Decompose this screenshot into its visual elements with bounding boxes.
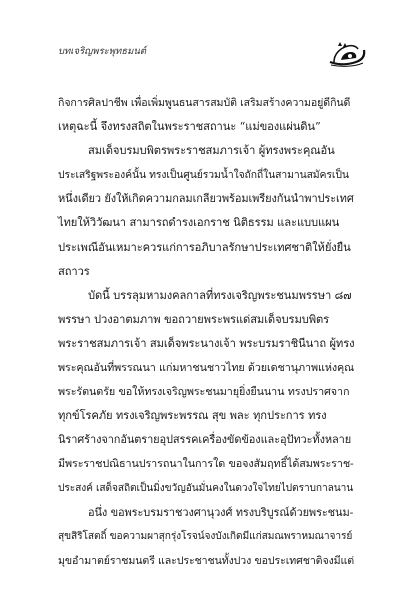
page-body (58, 91, 354, 573)
text-line: บัดนี้ บรรลุมหามงคลกาลที่ทรงเจริญพระชนมพรรษา ๘๗ (88, 288, 352, 302)
text-line: ประเพณีอันเหมาะควรแก่การอภิบาลรักษาประเทศชาติให้ยั่งยืน (58, 240, 351, 254)
text-line: สุขสิริโสตถิ์ ขอความผาสุกรุ่งโรจน์จงบังเกิดมีแก่สมณพราหมณาจารย์ (58, 530, 353, 542)
text-line: มุขอำมาตย์ราชมนตรี และประชาชนทั้งปวง ขอประเทศชาติจงมีแต่ (58, 554, 355, 567)
text-line: ทุกข์โรคภัย ทรงเจริญพระพรรณ สุข พละ ทุกประการ ทรง (58, 409, 327, 423)
text-line: ไทยให้วิวัฒนา สามารถดำรงเอกราช นิติธรรม และแบบแผน (58, 216, 340, 230)
royal-emblem-icon (326, 40, 368, 68)
text-line: พระราชสมภารเจ้า สมเด็จพระนางเจ้า พระบรมราชินีนาถ ผู้ทรง (58, 336, 355, 350)
text-line: อนึ่ง ขอพระบรมราชวงศานุวงศ์ ทรงบริบูรณ์ด้วยพระชนม- (88, 505, 354, 519)
text-line: หนึ่งเดียว ยังให้เกิดความกลมเกลียวพร้อมเพรียงกันนำพาประเทศ (58, 192, 354, 206)
text-line: มีพระราชปณิธานปรารถนาในการใด ขอจงสัมฤทธิ์ได้สมพระราช- (58, 457, 354, 471)
running-header: บทเจริญพระพุทธมนต์ (58, 46, 147, 57)
text-line: กิจการศิลปาชีพ เพื่อเพิ่มพูนธนสารสมบัติ เสริมสร้างความอยู่ดีกินดี (58, 97, 351, 109)
text-line: สถาวร (58, 264, 90, 278)
text-line: พรรษา ปวงอาตมภาพ ขอถวายพระพรแด่สมเด็จบรมบพิตร (58, 312, 330, 326)
text-line: พระคุณอันที่พรรณนา แก่มหาชนชาวไทย ด้วยเดชานุภาพแห่งคุณ (58, 361, 355, 375)
text-line: เหตุฉะนี้ จึงทรงสถิตในพระราชสถานะ “แม่ของแผ่นดิน” (58, 120, 321, 134)
text-line: ประเสริฐพระองค์นั้น ทรงเป็นศูนย์รวมน้ำใจถักถี่ในสามานสมัครเป็น (58, 169, 349, 182)
text-line: สมเด็จบรมบพิตรพระราชสมภารเจ้า ผู้ทรงพระคุณอัน (88, 144, 335, 158)
text-line: นิราศร้างจากอันตรายอุปสรรคเครื่องขัดข้องและอุปัทวะทั้งหลาย (58, 433, 352, 447)
text-line: พระรัตนตรัย ขอให้ทรงเจริญพระชนมายุยิ่งยืนนาน ทรงปราศจาก (58, 385, 350, 399)
text-line: ประสงค์ เสด็จสถิตเป็นมิ่งขวัญอันมั่นคงในดวงใจไทยไปตราบกาลนาน (58, 482, 354, 494)
